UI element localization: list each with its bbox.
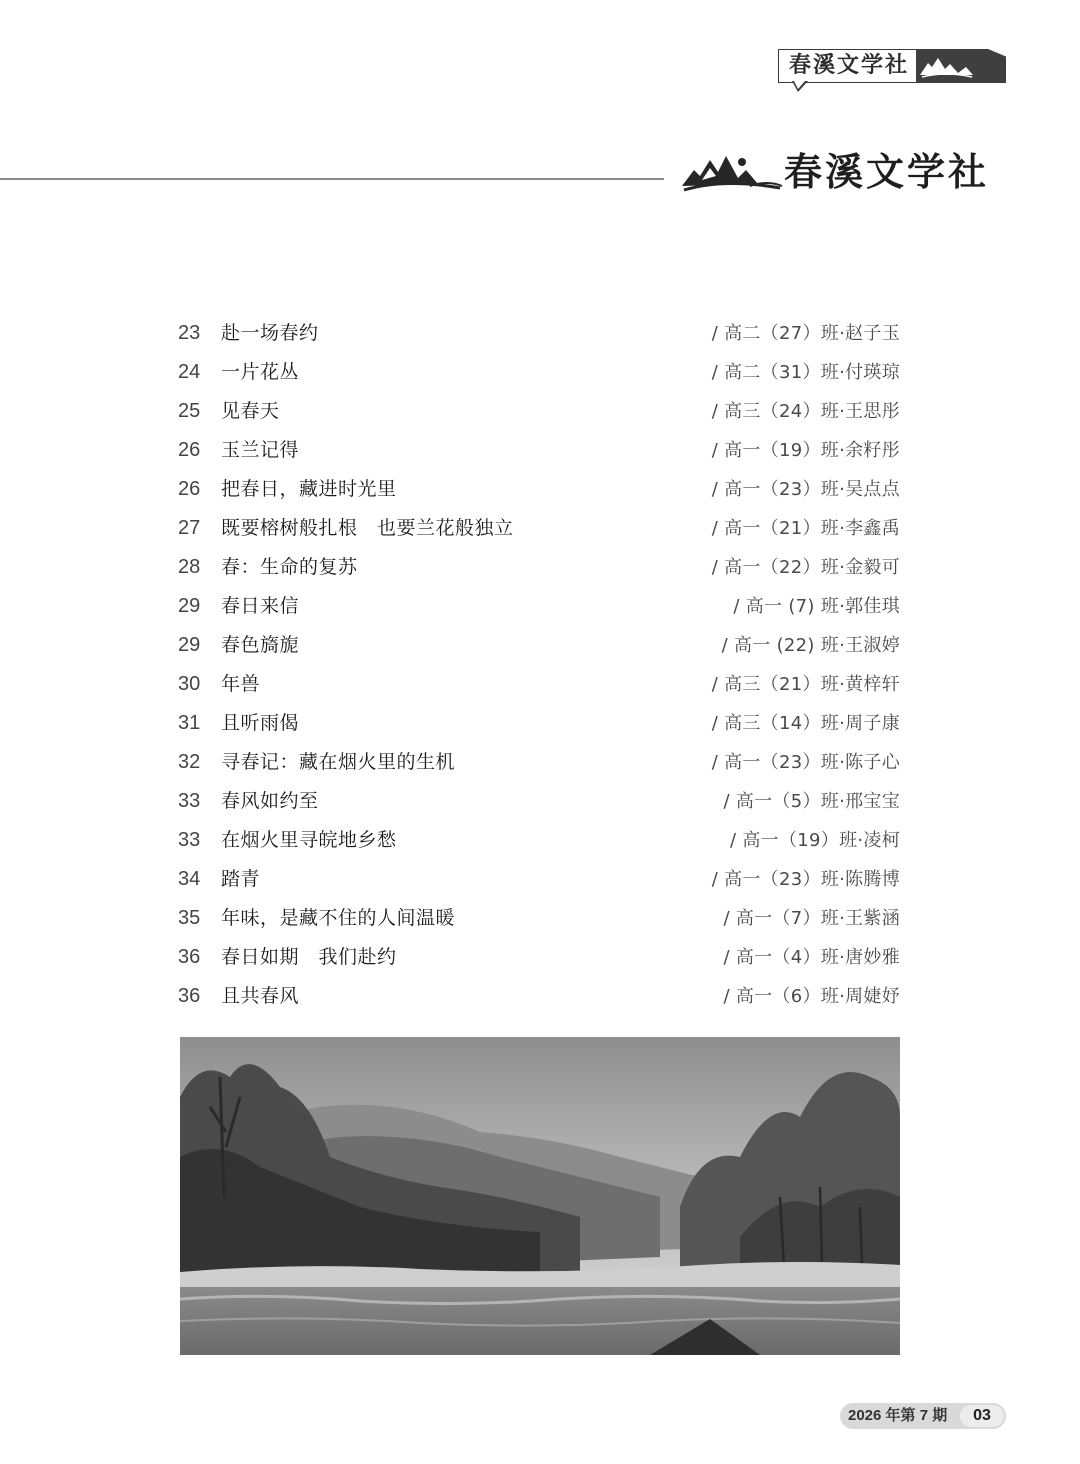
toc-author: / 高一（21）班·李鑫禹 bbox=[711, 518, 900, 539]
toc-author: / 高三（21）班·黄梓轩 bbox=[711, 674, 900, 695]
landscape-painting bbox=[180, 1037, 900, 1355]
toc-title: 见春天 bbox=[221, 400, 280, 422]
toc-author: / 高二（27）班·赵子玉 bbox=[711, 323, 900, 344]
toc-title: 年味，是藏不住的人间温暖 bbox=[221, 907, 456, 929]
toc-row[interactable] bbox=[178, 860, 900, 899]
section-tag-brand: 春溪文学社 bbox=[788, 52, 909, 78]
toc-page-number: 25 bbox=[178, 400, 201, 422]
toc-author: / 高一 (7) 班·郭佳琪 bbox=[733, 596, 900, 617]
mountain-icon bbox=[918, 55, 974, 79]
toc-author: / 高一（19）班·余籽彤 bbox=[711, 440, 900, 461]
toc-row[interactable] bbox=[178, 665, 900, 704]
toc-page-number: 36 bbox=[178, 985, 201, 1007]
toc-page-number: 26 bbox=[178, 478, 201, 500]
toc-page-number: 23 bbox=[178, 322, 201, 344]
toc-author: / 高一（23）班·吴点点 bbox=[711, 479, 900, 500]
toc-row[interactable] bbox=[178, 821, 900, 860]
toc-row[interactable] bbox=[178, 392, 900, 431]
toc-page-number: 35 bbox=[178, 907, 201, 929]
toc-title: 在烟火里寻皖地乡愁 bbox=[221, 829, 397, 851]
toc-title: 春色旖旎 bbox=[221, 634, 300, 656]
toc-author: / 高一（22）班·金毅可 bbox=[711, 557, 900, 578]
toc-row[interactable] bbox=[178, 587, 900, 626]
toc-title: 且听雨偈 bbox=[221, 712, 300, 734]
toc-author: / 高一（19）班·凌柯 bbox=[729, 830, 900, 851]
mountain-logo-icon bbox=[680, 150, 784, 192]
toc-author: / 高一（5）班·邢宝宝 bbox=[723, 791, 900, 812]
toc-title: 既要榕树般扎根 也要兰花般独立 bbox=[221, 517, 514, 539]
toc-title: 玉兰记得 bbox=[221, 439, 300, 461]
toc-row[interactable] bbox=[178, 626, 900, 665]
toc-author: / 高一（6）班·周婕妤 bbox=[723, 986, 900, 1007]
toc-row[interactable] bbox=[178, 353, 900, 392]
header-rule bbox=[0, 178, 664, 180]
toc-title: 一片花丛 bbox=[221, 361, 300, 383]
toc-row[interactable] bbox=[178, 509, 900, 548]
toc-page-number: 33 bbox=[178, 790, 201, 812]
toc-page-number: 36 bbox=[178, 946, 201, 968]
toc-row[interactable] bbox=[178, 977, 900, 1016]
toc-page-number: 31 bbox=[178, 712, 201, 734]
toc-page-number: 30 bbox=[178, 673, 201, 695]
toc-page-number: 27 bbox=[178, 517, 201, 539]
toc-row[interactable] bbox=[178, 314, 900, 353]
toc-title: 踏青 bbox=[221, 868, 261, 890]
toc-title: 春风如约至 bbox=[221, 790, 319, 812]
toc-author: / 高三（24）班·王思彤 bbox=[711, 401, 900, 422]
toc-author: / 高三（14）班·周子康 bbox=[711, 713, 900, 734]
toc-page-number: 26 bbox=[178, 439, 201, 461]
toc-author: / 高二（31）班·付瑛琼 bbox=[711, 362, 900, 383]
toc-row[interactable] bbox=[178, 899, 900, 938]
toc-page-number: 29 bbox=[178, 634, 201, 656]
toc-title: 年兽 bbox=[221, 673, 261, 695]
toc-row[interactable] bbox=[178, 470, 900, 509]
toc-row[interactable] bbox=[178, 704, 900, 743]
toc-page-number: 24 bbox=[178, 361, 201, 383]
toc-author: / 高一（4）班·唐妙雅 bbox=[723, 947, 900, 968]
toc-row[interactable] bbox=[178, 548, 900, 587]
toc-title: 寻春记：藏在烟火里的生机 bbox=[221, 751, 456, 773]
section-tag bbox=[778, 49, 1006, 95]
header-title: 春溪文学社 bbox=[784, 149, 990, 194]
toc-title: 且共春风 bbox=[221, 985, 300, 1007]
toc-page-number: 32 bbox=[178, 751, 201, 773]
toc-author: / 高一 (22) 班·王淑婷 bbox=[721, 635, 900, 656]
toc-author: / 高一（23）班·陈子心 bbox=[711, 752, 900, 773]
toc-title: 赴一场春约 bbox=[221, 322, 319, 344]
toc-title: 春日如期 我们赴约 bbox=[221, 946, 397, 968]
toc-title: 把春日，藏进时光里 bbox=[221, 478, 397, 500]
page-number: 03 bbox=[960, 1405, 1004, 1427]
toc-author: / 高一（7）班·王紫涵 bbox=[723, 908, 900, 929]
toc-row[interactable] bbox=[178, 938, 900, 977]
toc-page-number: 28 bbox=[178, 556, 201, 578]
toc-row[interactable] bbox=[178, 782, 900, 821]
table-of-contents bbox=[178, 314, 900, 1016]
toc-row[interactable] bbox=[178, 743, 900, 782]
toc-row[interactable] bbox=[178, 431, 900, 470]
toc-page-number: 29 bbox=[178, 595, 201, 617]
toc-page-number: 33 bbox=[178, 829, 201, 851]
page-footer bbox=[840, 1403, 1006, 1429]
toc-author: / 高一（23）班·陈腾博 bbox=[711, 869, 900, 890]
toc-title: 春日来信 bbox=[221, 595, 300, 617]
issue-label: 2026 年第 7 期 bbox=[848, 1407, 948, 1424]
toc-title: 春：生命的复苏 bbox=[221, 556, 358, 578]
toc-page-number: 34 bbox=[178, 868, 201, 890]
